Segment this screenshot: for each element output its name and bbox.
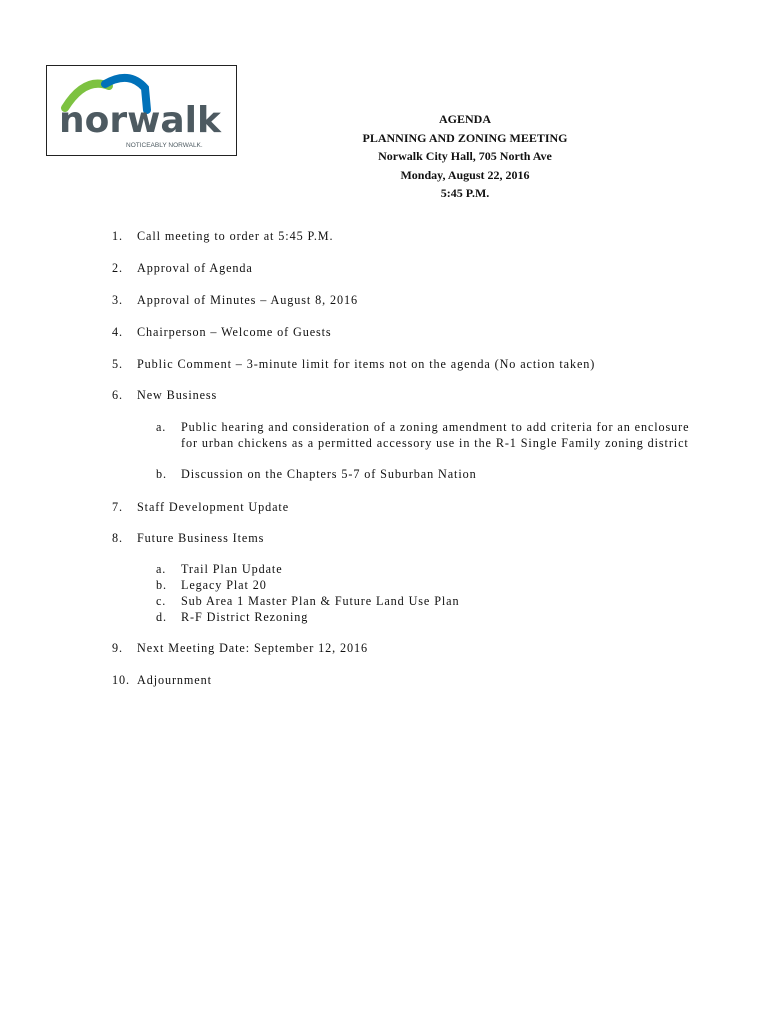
subitem-text: R-F District Rezoning — [181, 610, 309, 624]
subitem-text: Legacy Plat 20 — [181, 578, 267, 592]
item-number: 7. — [112, 500, 123, 514]
item-text: Future Business Items — [137, 531, 265, 545]
header-date: Monday, August 22, 2016 — [400, 167, 530, 182]
item-number: 10. — [112, 673, 130, 687]
item-text: Approval of Minutes – August 8, 2016 — [137, 293, 358, 307]
subitem-letter: a. — [156, 420, 167, 434]
item-text: Staff Development Update — [137, 500, 290, 514]
subitem-letter: b. — [156, 467, 167, 481]
item-number: 4. — [112, 325, 123, 339]
item-text: New Business — [137, 388, 218, 402]
subitem-letter: b. — [156, 578, 167, 592]
logo-wordmark: norwalk — [59, 100, 221, 141]
header-meeting-name: PLANNING AND ZONING MEETING — [362, 130, 568, 145]
item-number: 3. — [112, 293, 123, 307]
item-number: 5. — [112, 357, 123, 371]
subitem-text: Sub Area 1 Master Plan & Future Land Use Plan — [181, 594, 460, 608]
subitem-text: Trail Plan Update — [181, 562, 283, 576]
item-text: Public Comment – 3-minute limit for items not on the agenda (No action taken) — [137, 357, 596, 371]
header-title: AGENDA — [438, 112, 491, 126]
item-number: 1. — [112, 229, 123, 243]
subitem-letter: c. — [156, 594, 167, 608]
item-text: Call meeting to order at 5:45 P.M. — [137, 229, 334, 243]
item-number: 9. — [112, 641, 123, 655]
logo-tagline: NOTICEABLY NORWALK. — [126, 142, 203, 149]
subitem-letter: d. — [156, 610, 167, 624]
subitem-text: Public hearing and consideration of a zoning amendment to add criteria for an enclosure for urban chickens as a permitted accessory use in the R-1 Single Family zoning district — [181, 420, 690, 450]
subitem-letter: a. — [156, 562, 167, 576]
item-number: 2. — [112, 261, 123, 275]
item-number: 6. — [112, 388, 123, 402]
item-text: Next Meeting Date: September 12, 2016 — [137, 641, 368, 655]
item-text: Approval of Agenda — [137, 261, 253, 275]
norwalk-logo-graphic — [47, 66, 236, 155]
item-number: 8. — [112, 531, 123, 545]
item-text: Chairperson – Welcome of Guests — [137, 325, 332, 339]
item-text: Adjournment — [137, 673, 212, 687]
subitem-text: Discussion on the Chapters 5-7 of Suburban Nation — [181, 467, 477, 481]
norwalk-logo — [46, 65, 237, 156]
header-time: 5:45 P.M. — [440, 186, 490, 200]
header-location: Norwalk City Hall, 705 North Ave — [378, 149, 552, 163]
agenda-header — [330, 110, 600, 203]
